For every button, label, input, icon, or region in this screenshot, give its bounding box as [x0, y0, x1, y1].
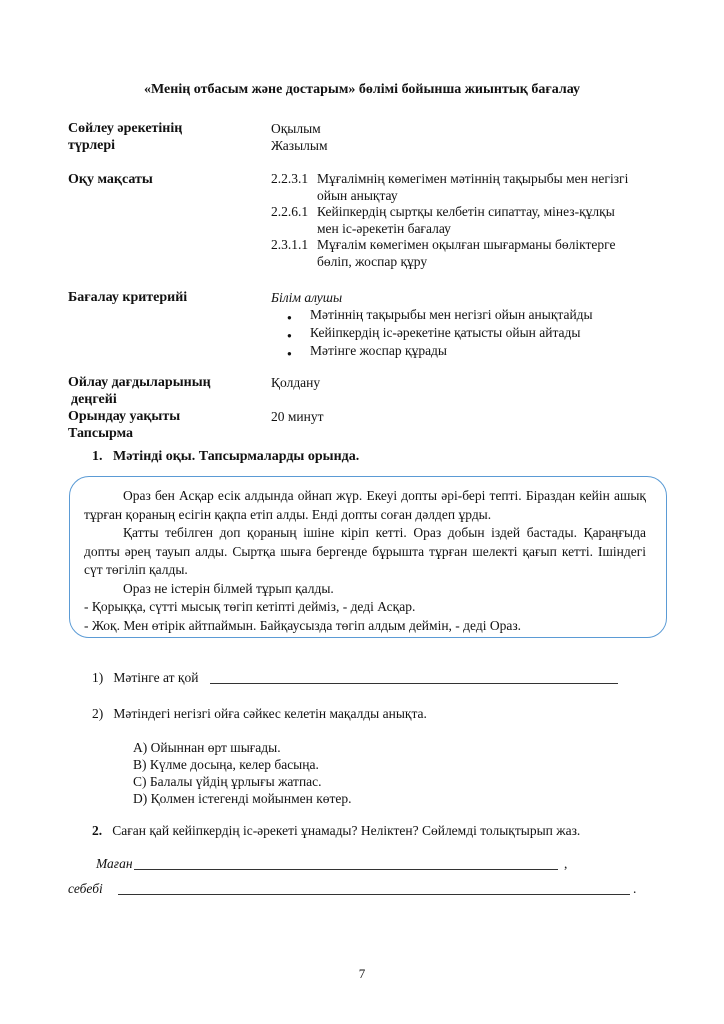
fill1-label: Маған — [96, 856, 133, 871]
time-label: Орындау уақыты — [68, 409, 181, 424]
task-label: Тапсырма — [68, 426, 134, 441]
objective-code: 2.2.3.1 — [271, 171, 309, 186]
answer-option[interactable]: D) Қолмен істегенді мойынмен көтер. — [133, 791, 352, 806]
fill2-answer-line[interactable] — [118, 894, 630, 895]
speech-activity-label-cont: түрлері — [68, 138, 116, 153]
criteria-label: Бағалау критерийі — [68, 290, 188, 305]
criteria-bullet — [296, 342, 447, 359]
criteria-text: Кейіпкердің іс-әрекетіне қатысты ойын айтады — [310, 325, 581, 340]
question-1-text: Мәтінге ат қой — [113, 670, 199, 685]
question-1 — [92, 670, 198, 686]
objective-item — [271, 237, 615, 270]
passage-paragraph: Ораз бен Асқар есік алдында ойнап жүр. Екеуі допты әрі-бері тепті. Біраздан кейін ашық тұрған қораның есігін қақпа етіп алды. Енді допты соған дәлдеп ұрды. — [84, 488, 646, 522]
passage-dialogue: - Жоқ. Мен өтірік айтпаймын. Байқаусызда төгіп алдым деймін, - деді Ораз. — [84, 617, 522, 633]
question-2-number: 2) — [92, 706, 104, 721]
objective-text-cont: ойын анықтау — [317, 187, 398, 203]
criteria-bullet — [296, 324, 580, 341]
passage-paragraph: Ораз не істерін білмей тұрып қалды. — [123, 580, 334, 596]
passage-text — [84, 487, 646, 635]
question-2 — [92, 706, 427, 722]
answer-option[interactable]: B) Күлме досыңа, келер басыңа. — [133, 757, 319, 772]
task2-text: Саған қай кейіпкердің іс-әрекеті ұнамады? Неліктен? Сөйлемді толықтырып жаз. — [112, 823, 581, 838]
title-answer-line[interactable] — [210, 683, 618, 684]
thinking-label: Ойлау дағдыларының — [68, 375, 211, 390]
fill1-answer-line[interactable] — [134, 869, 558, 870]
task1-heading — [92, 449, 359, 465]
objectives-label: Оқу мақсаты — [68, 172, 153, 187]
page-title: «Менің отбасым және достарым» бөлімі бойынша жиынтық бағалау — [144, 82, 580, 97]
objective-item — [271, 171, 628, 204]
objective-code: 2.2.6.1 — [271, 204, 309, 219]
objective-text-cont: бөліп, жоспар құру — [317, 253, 428, 269]
passage-paragraph: Қатты тебілген доп қораның ішіне кіріп кетті. Ораз добын іздей бастады. Қараңғыда допты әрең тауып алды. Сыртқа шыға бергенде бұрышта тұрған шелекті қағып кетті. Ішіндегі сүт төгіліп қалды. — [84, 525, 646, 577]
time-value: 20 минут — [271, 409, 324, 424]
objective-code: 2.3.1.1 — [271, 237, 309, 252]
criteria-text: Мәтіннің тақырыбы мен негізгі ойын анықтайды — [310, 307, 593, 322]
objective-item — [271, 204, 615, 237]
speech-activity-value: Оқылым — [271, 121, 321, 136]
criteria-bullet — [296, 306, 593, 323]
answer-option[interactable]: C) Балалы үйдің ұрлығы жатпас. — [133, 774, 322, 789]
task2-number: 2. — [92, 823, 103, 838]
speech-activity-label: Сөйлеу әрекетінің — [68, 121, 183, 136]
task1-number: 1. — [92, 449, 103, 464]
page-number: 7 — [358, 966, 366, 981]
fill2-label: себебі — [68, 881, 103, 896]
thinking-value: Қолдану — [271, 375, 321, 390]
objective-text: Мұғалім көмегімен оқылған шығарманы бөліктерге — [317, 237, 616, 252]
question-2-text: Мәтіндегі негізгі ойға сәйкес келетін мақалды анықта. — [113, 706, 427, 721]
thinking-label-cont: деңгейі — [71, 392, 117, 407]
objective-text-cont: мен іс-әрекетін бағалау — [317, 220, 451, 236]
question-1-number: 1) — [92, 670, 104, 685]
fill1-end: , — [564, 856, 568, 871]
speech-activity-value: Жазылым — [271, 138, 328, 153]
objective-text: Кейіпкердің сыртқы келбетін сипаттау, мінез-құлқы — [317, 204, 615, 219]
task2-heading — [92, 823, 580, 839]
fill2-end: . — [633, 881, 637, 896]
passage-dialogue: - Қорыққа, сүтті мысық төгіп кетіпті дейміз, - деді Асқар. — [84, 599, 416, 614]
task1-text: Мәтінді оқы. Тапсырмаларды орында. — [113, 449, 360, 464]
criteria-intro: Білім алушы — [271, 290, 343, 305]
criteria-text: Мәтінге жоспар құрады — [310, 343, 447, 358]
objective-text: Мұғалімнің көмегімен мәтіннің тақырыбы мен негізгі — [317, 171, 629, 186]
answer-option[interactable]: A) Ойыннан өрт шығады. — [133, 740, 281, 755]
